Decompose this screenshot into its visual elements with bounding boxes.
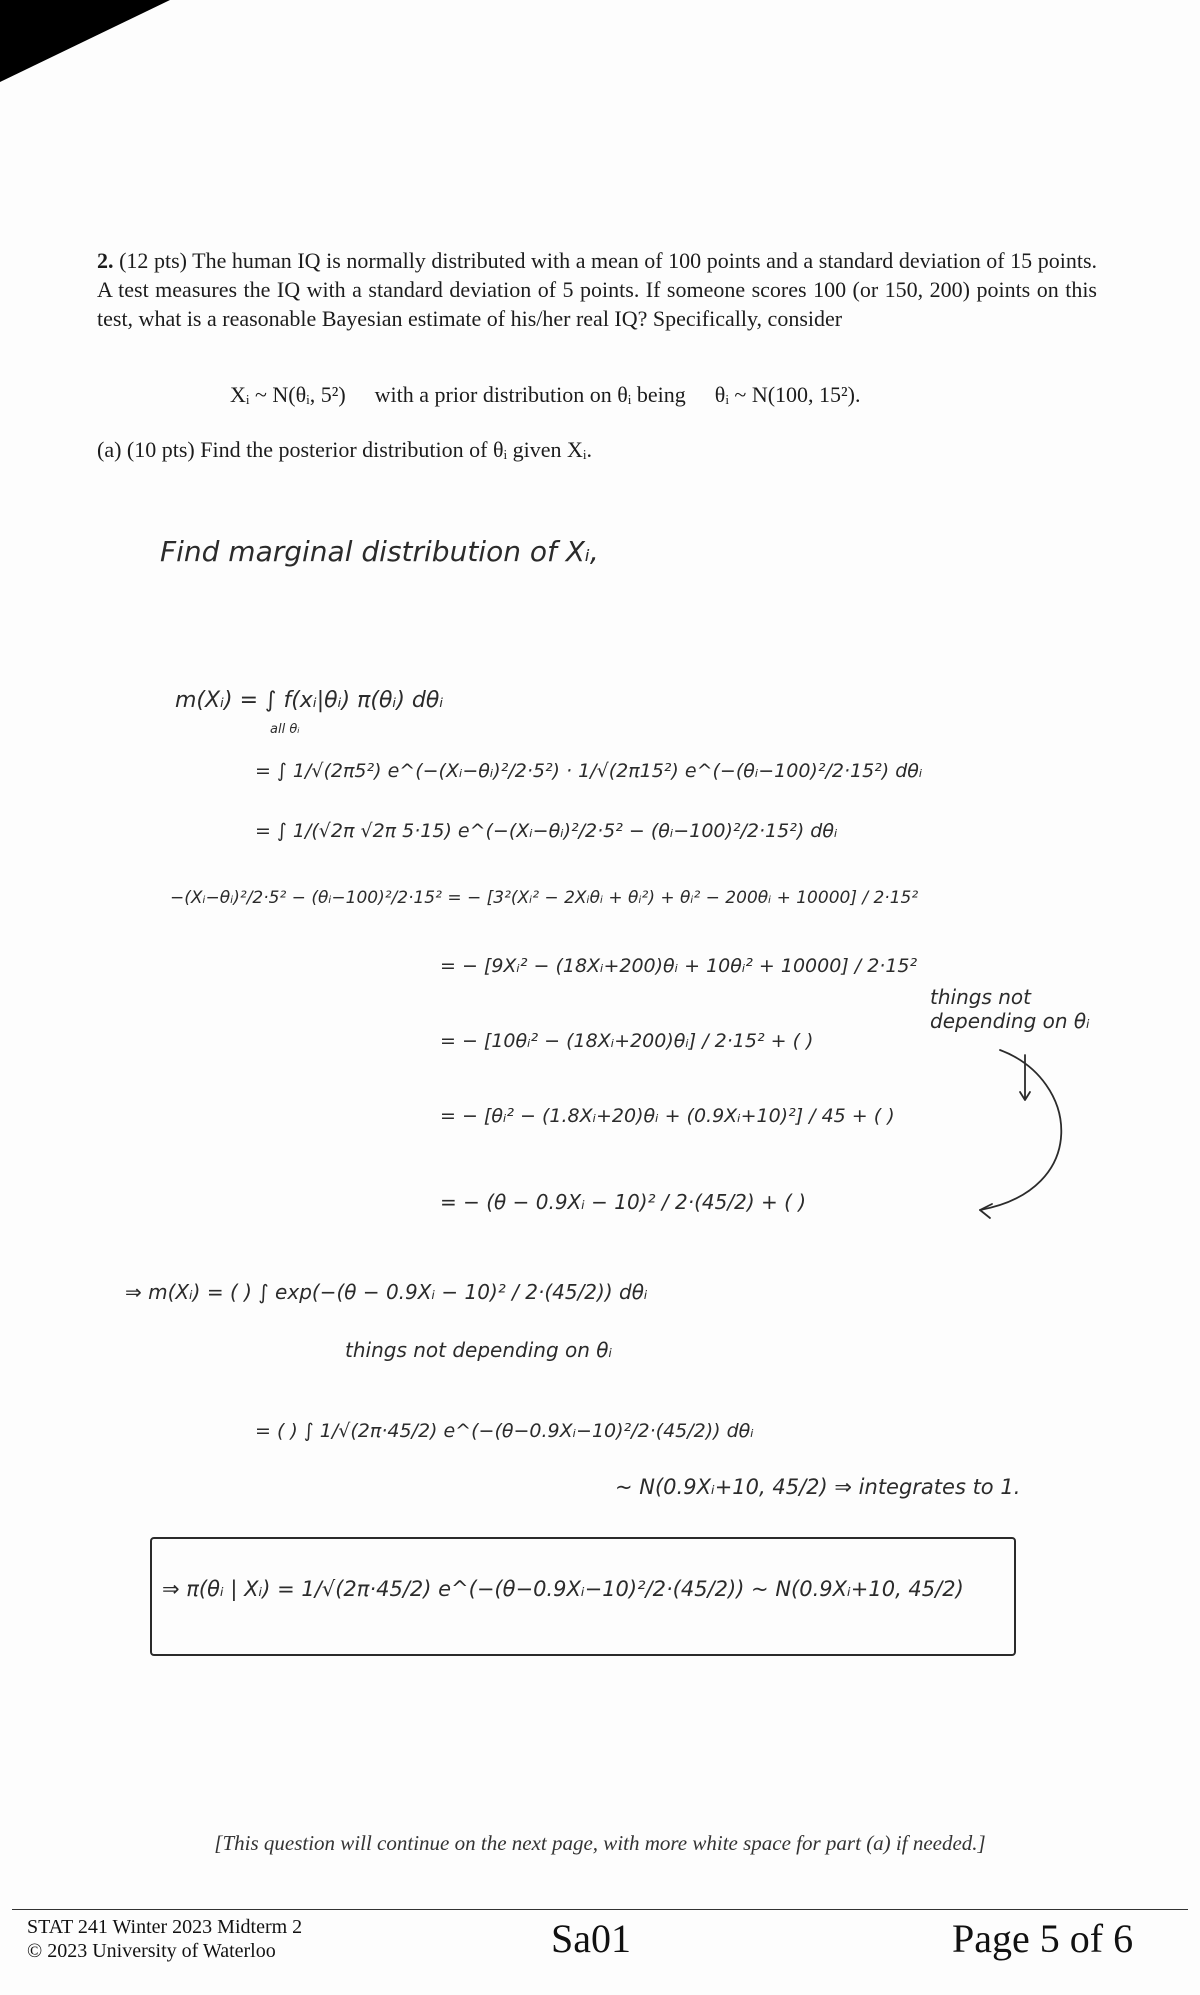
work-line-6: = − [10θᵢ² − (18Xᵢ+200)θᵢ] / 2·15² + ( ) <box>440 1030 814 1052</box>
question-body: (12 pts) The human IQ is normally distributed with a mean of 100 points and a standard deviation of 15 points. A test measures the IQ with a standard deviation of 5 points. If someone scores 100 (or 150, 200) points on this test, what is a reasonable Bayesian estimate of his/her real IQ? Specifically, consider <box>97 248 1098 331</box>
final-answer-box <box>150 1537 1016 1656</box>
footer-left <box>27 1915 302 1963</box>
work-line-1-subscript: all θᵢ <box>270 722 300 737</box>
footer-copyright: © 2023 University of Waterloo <box>27 1940 276 1962</box>
continuation-note: [This question will continue on the next page, with more white space for part (a) if needed.] <box>214 1831 986 1855</box>
note-things-not-depending: things not depending on θᵢ <box>345 1338 613 1362</box>
part-a-prompt: (a) (10 pts) Find the posterior distribution of θᵢ given Xᵢ. <box>97 437 592 462</box>
work-line-9: ⇒ m(Xᵢ) = ( ) ∫ exp(−(θ − 0.9Xᵢ − 10)² / 2·(45/2)) dθᵢ <box>125 1280 648 1304</box>
footer-page: Page 5 of 6 <box>952 1916 1134 1961</box>
work-line-5: = − [9Xᵢ² − (18Xᵢ+200)θᵢ + 10θᵢ² + 10000] / 2·15² <box>440 955 918 977</box>
final-answer: ⇒ π(θᵢ | Xᵢ) = 1/√(2π·45/2) e^(−(θ−0.9Xᵢ−10)²/2·(45/2)) ~ N(0.9Xᵢ+10, 45/2) <box>162 1577 964 1601</box>
work-heading: Find marginal distribution of Xᵢ, <box>160 535 599 568</box>
note-not-depending: things not depending on θᵢ <box>930 985 1090 1033</box>
work-line-1: m(Xᵢ) = ∫ f(xᵢ|θᵢ) π(θᵢ) dθᵢ <box>175 688 444 713</box>
work-line-11: ~ N(0.9Xᵢ+10, 45/2) ⇒ integrates to 1. <box>615 1475 1021 1499</box>
model-prior: θᵢ ~ N(100, 15²). <box>714 382 861 407</box>
work-line-3: = ∫ 1/(√2π √2π 5·15) e^(−(Xᵢ−θᵢ)²/2·5² − (θᵢ−100)²/2·15²) dθᵢ <box>255 820 838 842</box>
footer-course: STAT 241 Winter 2023 Midterm 2 <box>27 1916 303 1938</box>
work-line-7: = − [θᵢ² − (1.8Xᵢ+20)θᵢ + (0.9Xᵢ+10)²] / 45 + ( ) <box>440 1105 895 1127</box>
model-likelihood: Xᵢ ~ N(θᵢ, 5²) <box>230 382 346 407</box>
work-line-8: = − (θ − 0.9Xᵢ − 10)² / 2·(45/2) + ( ) <box>440 1190 807 1214</box>
footer-rule <box>12 1909 1188 1910</box>
model-prior-text: with a prior distribution on θᵢ being <box>374 382 686 407</box>
footer-code: Sa01 <box>551 1916 631 1961</box>
work-line-10: = ( ) ∫ 1/√(2π·45/2) e^(−(θ−0.9Xᵢ−10)²/2·(45/2)) dθᵢ <box>255 1420 754 1442</box>
work-line-4: −(Xᵢ−θᵢ)²/2·5² − (θᵢ−100)²/2·15² = − [3²(Xᵢ² − 2Xᵢθᵢ + θᵢ²) + θᵢ² − 200θᵢ + 10000] / 2·15² <box>170 888 919 908</box>
work-line-2: = ∫ 1/√(2π5²) e^(−(Xᵢ−θᵢ)²/2·5²) · 1/√(2π15²) e^(−(θᵢ−100)²/2·15²) dθᵢ <box>255 760 923 782</box>
question-number: 2. <box>97 248 114 273</box>
